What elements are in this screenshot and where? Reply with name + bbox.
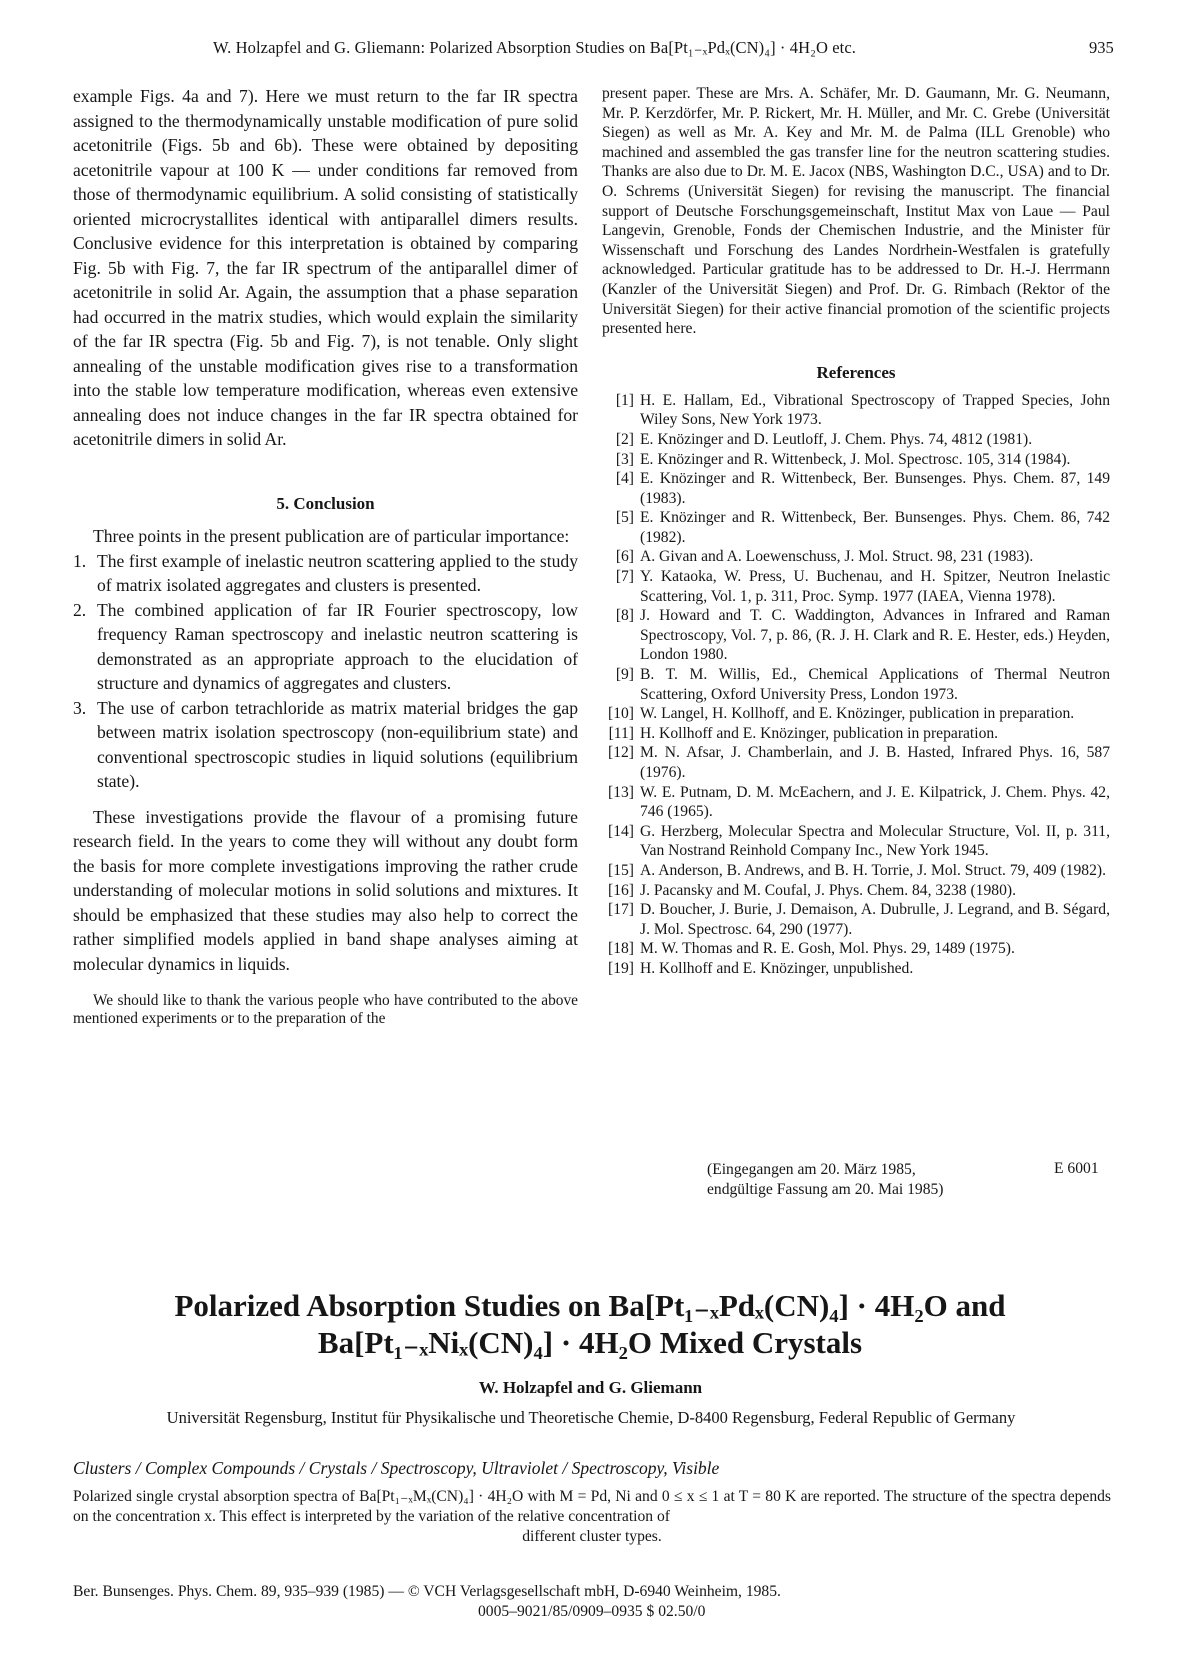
reference-item bbox=[602, 939, 1110, 959]
reference-item bbox=[602, 704, 1110, 724]
right-column bbox=[602, 84, 1110, 979]
discussion-paragraph: example Figs. 4a and 7). Here we must return to the far IR spectra assigned to the thermodynamically unstable modification of pure solid acetonitrile (Figs. 5b and 6b). These were obtained by depositing acetonitrile vapour at 100 K — under conditions far removed from those of thermodynamic equilibrium. A solid consisting of statistically oriented microcrystallites identical with antiparallel dimers results. Conclusive evidence for this interpretation is obtained by comparing Fig. 5b with Fig. 7, the far IR spectrum of the antiparallel dimer of acetonitrile in solid Ar. Again, the assumption that a phase separation had occurred in the matrix studies, which would explain the similarity of the far IR spectra (Fig. 5b and Fig. 7), is not tenable. Only slight annealing of the unstable modification gives rise to a transformation into the stable low temperature modification, whereas even extensive annealing does not induce changes in the far IR spectra obtained for acetonitrile dimers in solid Ar. bbox=[73, 86, 578, 449]
reference-item bbox=[602, 783, 1110, 822]
reference-item bbox=[602, 430, 1110, 450]
reference-number: [3] bbox=[615, 450, 634, 468]
reference-number: [11] bbox=[608, 724, 634, 742]
reference-item bbox=[602, 508, 1110, 547]
received-note bbox=[707, 1160, 943, 1199]
reference-text: W. E. Putnam, D. M. McEachern, and J. E. Kilpatrick, J. Chem. Phys. 42, 746 (1965). bbox=[640, 783, 1110, 821]
point-text: The combined application of far IR Fourier spectroscopy, low frequency Raman spectroscopy and inelastic neutron scattering is demonstrated as an appropriate approach to the elucidation of structure and dynamics of aggregates and clusters. bbox=[97, 599, 578, 693]
footer-citation: Ber. Bunsenges. Phys. Chem. 89, 935–939 (1985) — © VCH Verlagsgesellschaft mbH, D-6940 Weinheim, 1985. bbox=[73, 1583, 781, 1600]
reference-item bbox=[602, 900, 1110, 939]
footer-code: 0005–9021/85/0909–0935 $ 02.50/0 bbox=[478, 1602, 706, 1620]
reference-item bbox=[602, 469, 1110, 508]
reference-list bbox=[602, 391, 1110, 979]
point-text: The first example of inelastic neutron scattering applied to the study of matrix isolated aggregates and clusters is presented. bbox=[97, 550, 578, 595]
acknowledgement-continued: present paper. These are Mrs. A. Schäfer, Mr. D. Gaumann, Mr. G. Neumann, Mr. P. Kerzdörfer, Mr. P. Rickert, Mr. H. Müller, and Mr. C. Grebe (Universität Siegen) as well as Mr. A. Key and Mr. M. de Palma (ILL Grenoble) who machined and assembled the gas transfer line for the neutron scattering studies. Thanks are also due to Dr. M. E. Jacox (NBS, Washington D.C., USA) and to Dr. O. Schrems (Universität Siegen) for revising the manuscript. The financial support of Deutsche Forschungsgemeinschaft, Institut Max von Laue — Paul Langevin, Grenoble, Fonds der Chemischen Industrie, and the Minister für Wissenschaft und Forschung des Landes Nordrhein-Westfalen is gratefully acknowledged. Particular gratitude has to be addressed to Dr. H.-J. Herrmann (Kanzler of the Universität Siegen) and Prof. Dr. G. Rimbach (Rektor of the Universität Siegen) for their active financial promotion of the scientific projects presented here. bbox=[602, 85, 1110, 338]
reference-text: H. Kollhoff and E. Knözinger, unpublished. bbox=[640, 959, 914, 977]
page-footer bbox=[73, 1582, 1113, 1621]
reference-text: A. Givan and A. Loewenschuss, J. Mol. Struct. 98, 231 (1983). bbox=[640, 548, 1034, 566]
article-title bbox=[80, 1287, 1100, 1361]
article-title-line2: Ba[Pt₁₋ₓNiₓ(CN)₄] · 4H₂O Mixed Crystals bbox=[317, 1325, 863, 1360]
reference-item bbox=[602, 724, 1110, 744]
article-authors: W. Holzapfel and G. Gliemann bbox=[478, 1378, 703, 1397]
reference-text: D. Boucher, J. Burie, J. Demaison, A. Dubrulle, J. Legrand, and B. Ségard, J. Mol. Spectrosc. 64, 290 (1977). bbox=[640, 901, 1110, 938]
reference-text: M. W. Thomas and R. E. Gosh, Mol. Phys. 29, 1489 (1975). bbox=[640, 940, 1015, 958]
abstract-last-line: different cluster types. bbox=[522, 1527, 662, 1545]
reference-item bbox=[602, 567, 1110, 606]
reference-number: [5] bbox=[615, 509, 634, 527]
manuscript-code: E 6001 bbox=[1054, 1160, 1099, 1177]
reference-text: J. Pacansky and M. Coufal, J. Phys. Chem. 84, 3238 (1980). bbox=[640, 881, 1016, 899]
reference-number: [12] bbox=[608, 744, 634, 762]
abstract-text: Polarized single crystal absorption spectra of Ba[Pt₁₋ₓMₓ(CN)₄] · 4H₂O with M = Pd, Ni and 0 ≤ x ≤ 1 at T = 80 K are reported. The structure of the spectra depends on the concentration x. This effect is interpreted by the variation of the relative concentration of bbox=[73, 1488, 1111, 1525]
reference-text: G. Herzberg, Molecular Spectra and Molecular Structure, Vol. II, p. 311, Van Nostrand Reinhold Company Inc., New York 1945. bbox=[640, 822, 1110, 860]
reference-text: B. T. M. Willis, Ed., Chemical Applications of Thermal Neutron Scattering, Oxford University Press, London 1973. bbox=[640, 666, 1110, 703]
reference-item bbox=[602, 450, 1110, 470]
reference-text: Y. Kataoka, W. Press, U. Buchenau, and H. Spitzer, Neutron Inelastic Scattering, Vol. 1, p. 311, Proc. Symp. 1977 (IAEA, Vienna 1978). bbox=[640, 568, 1110, 605]
point-number: 2. bbox=[73, 599, 87, 620]
point-text: The use of carbon tetrachloride as matrix material bridges the gap between matrix isolation spectroscopy (non-equilibrium state) and conventional spectroscopic studies in liquid solutions (equilibrium state). bbox=[97, 697, 578, 791]
final-version-line: endgültige Fassung am 20. Mai 1985) bbox=[707, 1180, 944, 1198]
reference-text: E. Knözinger and R. Wittenbeck, Ber. Bunsenges. Phys. Chem. 86, 742 (1982). bbox=[640, 509, 1110, 546]
reference-number: [1] bbox=[615, 391, 634, 409]
reference-text: H. E. Hallam, Ed., Vibrational Spectroscopy of Trapped Species, John Wiley Sons, New York 1973. bbox=[640, 391, 1110, 429]
conclusion-point bbox=[73, 549, 578, 598]
reference-text: J. Howard and T. C. Waddington, Advances in Infrared and Raman Spectroscopy, Vol. 7, p. 86, (R. J. H. Clark and R. E. Hester, eds.) Heyden, London 1980. bbox=[640, 607, 1110, 664]
reference-number: [2] bbox=[615, 430, 634, 448]
reference-text: W. Langel, H. Kollhoff, and E. Knözinger, publication in preparation. bbox=[640, 705, 1075, 723]
reference-number: [19] bbox=[608, 959, 634, 977]
reference-number: [13] bbox=[608, 783, 634, 801]
reference-item bbox=[602, 606, 1110, 665]
reference-number: [9] bbox=[615, 666, 634, 684]
reference-text: A. Anderson, B. Andrews, and B. H. Torrie, J. Mol. Struct. 79, 409 (1982). bbox=[640, 861, 1106, 879]
reference-number: [8] bbox=[615, 607, 634, 625]
reference-number: [18] bbox=[608, 940, 634, 958]
article-abstract bbox=[73, 1487, 1111, 1546]
reference-item bbox=[602, 665, 1110, 704]
reference-number: [14] bbox=[608, 822, 634, 840]
running-head: W. Holzapfel and G. Gliemann: Polarized Absorption Studies on Ba[Pt₁₋ₓPdₓ(CN)₄] · 4H₂O etc. bbox=[213, 38, 856, 57]
reference-number: [17] bbox=[608, 901, 634, 919]
point-number: 1. bbox=[73, 550, 87, 571]
outlook-paragraph: These investigations provide the flavour of a promising future research field. In the years to come they will without any doubt form the basis for more complete investigations improving the rather crude understanding of molecular motions in solid solutions and mixtures. It should be emphasized that these studies may also help to correct the rather simplified models applied in band shape analyses aiming at molecular dynamics in liquids. bbox=[73, 806, 578, 974]
reference-item bbox=[602, 547, 1110, 567]
reference-number: [7] bbox=[615, 568, 634, 586]
reference-text: M. N. Afsar, J. Chamberlain, and J. B. Hasted, Infrared Phys. 16, 587 (1976). bbox=[640, 744, 1110, 781]
references-title: References bbox=[816, 362, 896, 382]
article-affiliation: Universität Regensburg, Institut für Physikalische und Theoretische Chemie, D-8400 Regensburg, Federal Republic of Germany bbox=[166, 1408, 1016, 1427]
reference-item bbox=[602, 743, 1110, 782]
reference-text: E. Knözinger and R. Wittenbeck, J. Mol. Spectrosc. 105, 314 (1984). bbox=[640, 450, 1071, 468]
reference-number: [16] bbox=[608, 881, 634, 899]
reference-item bbox=[602, 822, 1110, 861]
left-column bbox=[73, 84, 578, 1027]
conclusion-point bbox=[73, 696, 578, 794]
reference-item bbox=[602, 861, 1110, 881]
point-number: 3. bbox=[73, 697, 87, 718]
article-title-line1: Polarized Absorption Studies on Ba[Pt₁₋ₓPdₓ(CN)₄] · 4H₂O and bbox=[174, 1288, 1006, 1323]
reference-number: [15] bbox=[608, 861, 634, 879]
acknowledgement-start: We should like to thank the various people who have contributed to the above mentioned experiments or to the preparation of the bbox=[73, 992, 578, 1027]
reference-number: [10] bbox=[608, 705, 634, 723]
conclusion-points bbox=[73, 549, 578, 794]
conclusion-point bbox=[73, 598, 578, 696]
reference-number: [6] bbox=[615, 548, 634, 566]
section-title-conclusion: 5. Conclusion bbox=[276, 493, 375, 513]
reference-text: E. Knözinger and D. Leutloff, J. Chem. Phys. 74, 4812 (1981). bbox=[640, 430, 1033, 448]
reference-text: H. Kollhoff and E. Knözinger, publication in preparation. bbox=[640, 724, 999, 742]
conclusion-intro: Three points in the present publication are of particular importance: bbox=[93, 526, 570, 546]
reference-number: [4] bbox=[615, 470, 634, 488]
reference-item bbox=[602, 959, 1110, 979]
reference-item bbox=[602, 881, 1110, 901]
article-keywords: Clusters / Complex Compounds / Crystals / Spectroscopy, Ultraviolet / Spectroscopy, Visible bbox=[73, 1458, 720, 1478]
reference-item bbox=[602, 391, 1110, 430]
reference-text: E. Knözinger and R. Wittenbeck, Ber. Bunsenges. Phys. Chem. 87, 149 (1983). bbox=[640, 470, 1110, 507]
received-line: (Eingegangen am 20. März 1985, bbox=[707, 1161, 916, 1178]
page-number: 935 bbox=[1089, 38, 1114, 57]
